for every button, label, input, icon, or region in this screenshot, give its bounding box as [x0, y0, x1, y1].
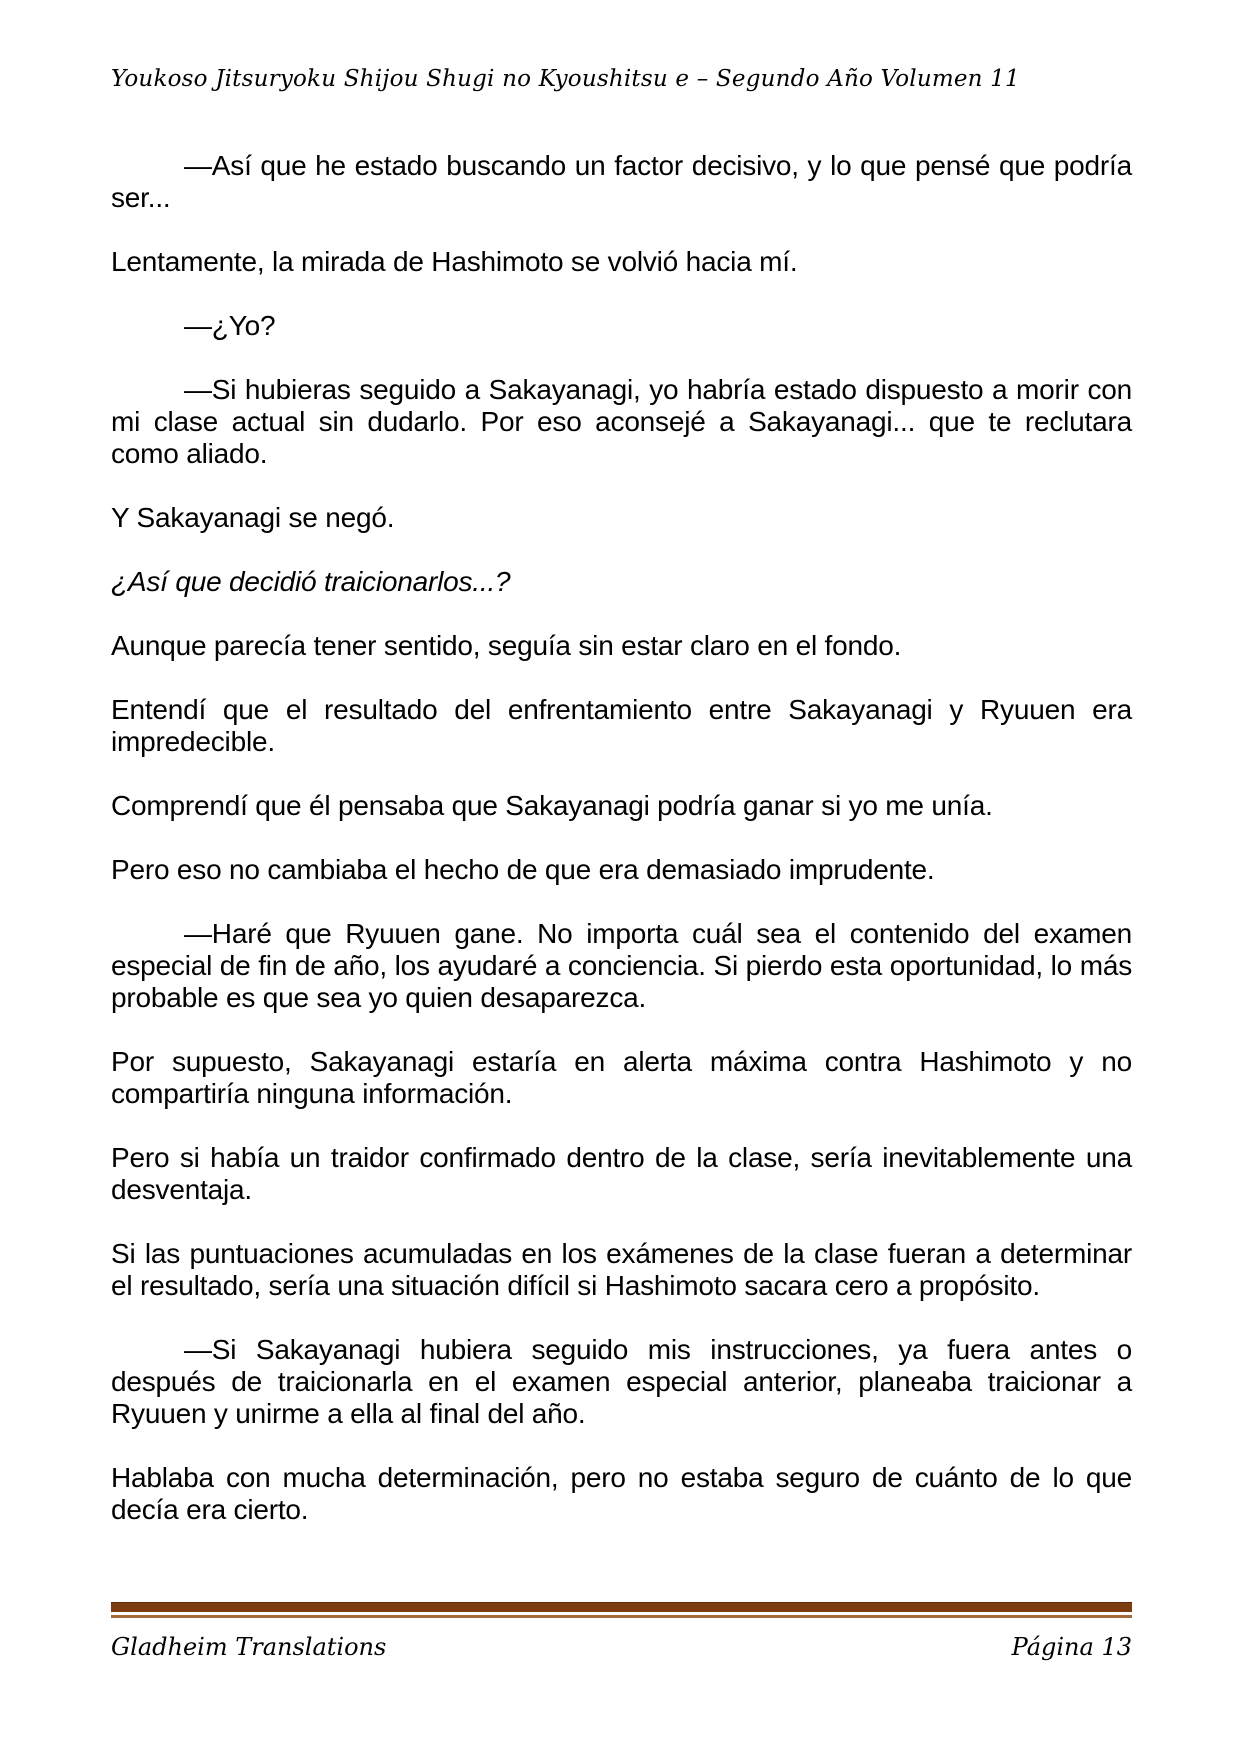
- footer-rule: [111, 1602, 1132, 1618]
- footer-translator-credit: Gladheim Translations: [111, 1633, 387, 1661]
- paragraph: Y Sakayanagi se negó.: [111, 502, 395, 533]
- paragraph: —Haré que Ryuuen gane. No importa cuál sea el contenido del examen especial de fin de año, los ayudaré a conciencia. Si pierdo esta oportunidad, lo más probable es que sea yo quien desaparezca.: [111, 918, 1132, 1013]
- paragraph: Aunque parecía tener sentido, seguía sin estar claro en el fondo.: [111, 630, 902, 661]
- paragraph: —Así que he estado buscando un factor decisivo, y lo que pensé que podría ser...: [111, 150, 1132, 213]
- paragraph: —Si Sakayanagi hubiera seguido mis instrucciones, ya fuera antes o después de traicionarla en el examen especial anterior, planeaba traicionar a Ryuuen y unirme a ella al final del año.: [111, 1334, 1132, 1429]
- paragraph: —¿Yo?: [184, 310, 276, 341]
- paragraph: —Si hubieras seguido a Sakayanagi, yo habría estado dispuesto a morir con mi clase actual sin dudarlo. Por eso aconsejé a Sakayanagi... que te reclutara como aliado.: [111, 374, 1132, 469]
- page-footer: [111, 1602, 1132, 1662]
- paragraph: Pero si había un traidor confirmado dentro de la clase, sería inevitablemente una desventaja.: [111, 1142, 1132, 1205]
- footer-text-row: [111, 1632, 1132, 1662]
- document-body: [111, 150, 1132, 1558]
- paragraph: Hablaba con mucha determinación, pero no estaba seguro de cuánto de lo que decía era cierto.: [111, 1462, 1132, 1525]
- paragraph: Por supuesto, Sakayanagi estaría en alerta máxima contra Hashimoto y no compartiría ninguna información.: [111, 1046, 1132, 1109]
- paragraph: Comprendí que él pensaba que Sakayanagi podría ganar si yo me unía.: [111, 790, 993, 821]
- running-header-title: Youkoso Jitsuryoku Shijou Shugi no Kyoushitsu e – Segundo Año Volumen 11: [111, 66, 1020, 92]
- paragraph: Entendí que el resultado del enfrentamiento entre Sakayanagi y Ryuuen era impredecible.: [111, 694, 1132, 757]
- footer-rule-thick-bar: [111, 1602, 1132, 1612]
- paragraph: ¿Así que decidió traicionarlos...?: [111, 566, 511, 597]
- paragraph: Pero eso no cambiaba el hecho de que era demasiado imprudente.: [111, 854, 935, 885]
- paragraph: Si las puntuaciones acumuladas en los exámenes de la clase fueran a determinar el resultado, sería una situación difícil si Hashimoto sacara cero a propósito.: [111, 1238, 1132, 1301]
- paragraph: Lentamente, la mirada de Hashimoto se volvió hacia mí.: [111, 246, 798, 277]
- footer-page-number: Página 13: [1011, 1633, 1132, 1661]
- footer-rule-thin-bar: [111, 1615, 1132, 1618]
